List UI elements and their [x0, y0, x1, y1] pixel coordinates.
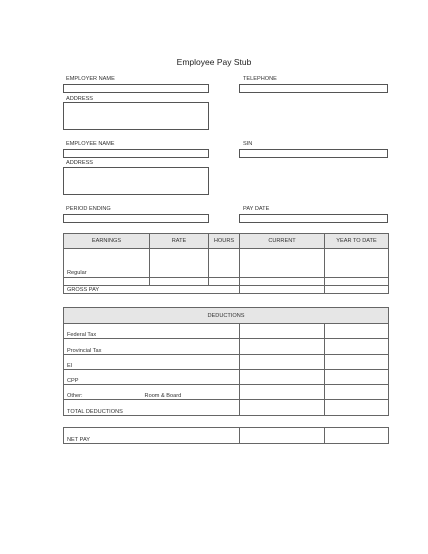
net-pay-current-cell[interactable]: [240, 428, 325, 444]
provincial-tax-ytd-cell[interactable]: [325, 339, 389, 354]
ytd-header: YEAR TO DATE: [325, 234, 389, 249]
other-ytd-cell[interactable]: [325, 385, 389, 400]
earnings-header: EARNINGS: [64, 234, 150, 249]
total-deductions-current-cell[interactable]: [240, 400, 325, 415]
federal-tax-current-cell[interactable]: [240, 324, 325, 339]
pay-date-label: PAY DATE: [243, 206, 270, 212]
earnings-header-row: [64, 234, 389, 249]
federal-tax-ytd-cell[interactable]: [325, 324, 389, 339]
telephone-label: TELEPHONE: [243, 76, 277, 82]
cpp-ytd-cell[interactable]: [325, 369, 389, 384]
current-header: CURRENT: [240, 234, 325, 249]
ei-ytd-cell[interactable]: [325, 354, 389, 369]
provincial-tax-label: Provincial Tax: [64, 339, 240, 354]
table-row: [64, 400, 389, 415]
page-title: Employee Pay Stub: [176, 57, 252, 67]
other-current-cell[interactable]: [240, 385, 325, 400]
employee-name-field[interactable]: [63, 149, 209, 158]
table-row: [64, 354, 389, 369]
deductions-header-row: [64, 308, 389, 324]
sin-field[interactable]: [239, 149, 388, 158]
table-row: [64, 385, 389, 400]
ei-current-cell[interactable]: [240, 354, 325, 369]
table-row: [64, 339, 389, 354]
employer-name-field[interactable]: [63, 84, 209, 93]
ei-label: EI: [64, 354, 240, 369]
hours-header: HOURS: [209, 234, 240, 249]
gross-pay-table: [63, 277, 389, 294]
period-ending-label: PERIOD ENDING: [66, 206, 111, 212]
deductions-header: DEDUCTIONS: [64, 308, 389, 324]
other-label: Other:: [67, 393, 83, 400]
gross-pay-ytd-cell[interactable]: [325, 278, 389, 294]
provincial-tax-current-cell[interactable]: [240, 339, 325, 354]
rate-header: RATE: [150, 234, 209, 249]
deductions-table: [63, 307, 389, 416]
federal-tax-label: Federal Tax: [64, 324, 240, 339]
gross-pay-current-cell[interactable]: [240, 278, 325, 294]
employee-name-label: EMPLOYEE NAME: [66, 141, 115, 147]
employer-name-label: EMPLOYER NAME: [66, 76, 115, 82]
employer-address-field[interactable]: [63, 102, 209, 130]
employee-address-field[interactable]: [63, 167, 209, 195]
cpp-label: CPP: [64, 369, 240, 384]
gross-pay-row: [64, 278, 389, 294]
employer-address-label: ADDRESS: [66, 96, 94, 102]
net-pay-table: [63, 427, 389, 444]
gross-pay-label: GROSS PAY: [64, 278, 240, 294]
sin-label: SIN: [243, 141, 253, 147]
net-pay-label: NET PAY: [64, 428, 240, 444]
pay-date-field[interactable]: [239, 214, 388, 223]
telephone-field[interactable]: [239, 84, 388, 93]
table-row: [64, 324, 389, 339]
cpp-current-cell[interactable]: [240, 369, 325, 384]
period-ending-field[interactable]: [63, 214, 209, 223]
net-pay-ytd-cell[interactable]: [325, 428, 389, 444]
other-description: Room & Board: [144, 393, 182, 400]
total-deductions-label: TOTAL DEDUCTIONS: [64, 400, 240, 415]
table-row: [64, 369, 389, 384]
other-deduction-cell: [64, 385, 240, 400]
total-deductions-ytd-cell[interactable]: [325, 400, 389, 415]
earnings-row-label: Regular: [64, 249, 150, 285]
net-pay-row: [64, 428, 389, 444]
employee-address-label: ADDRESS: [66, 160, 94, 166]
